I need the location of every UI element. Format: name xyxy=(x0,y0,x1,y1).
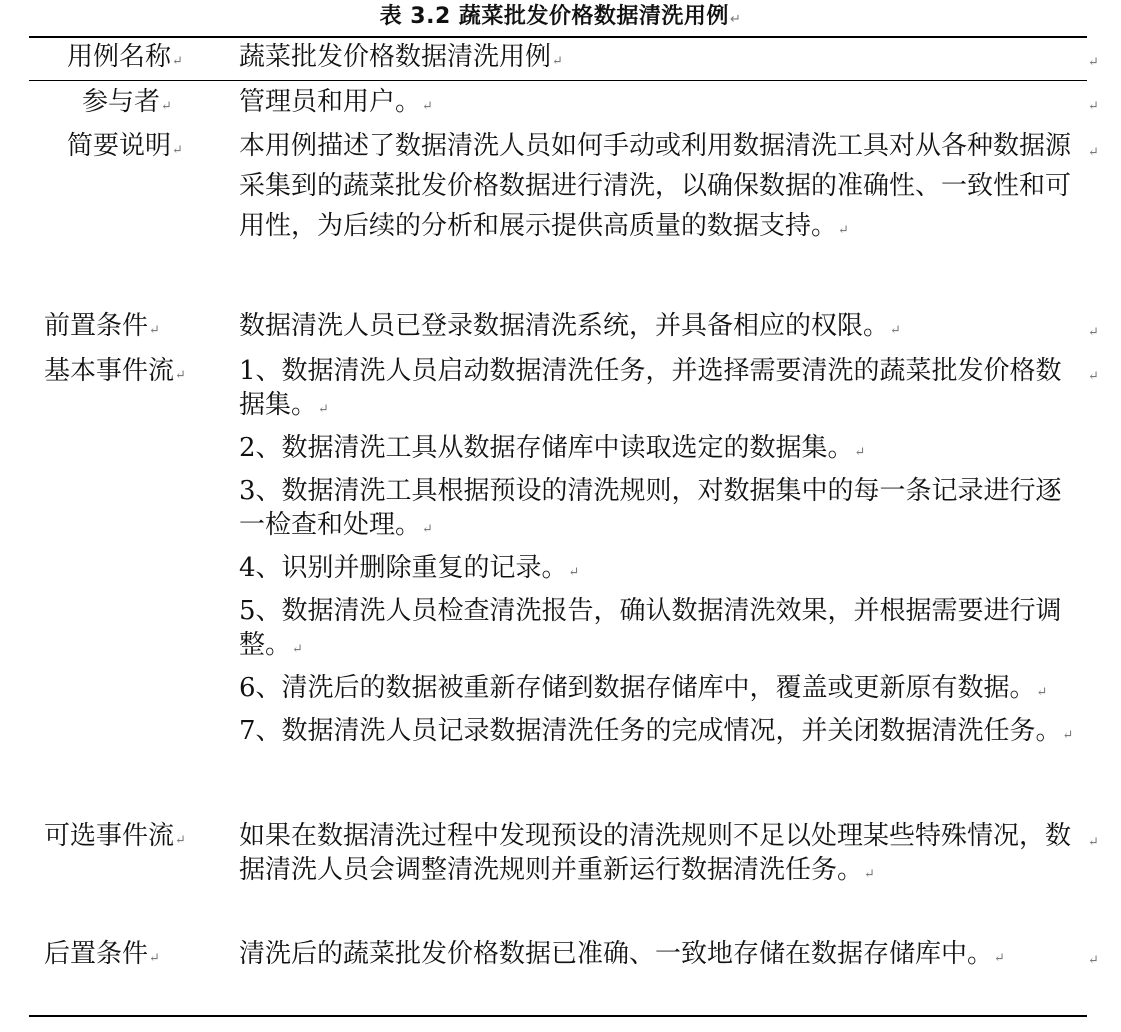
paragraph-mark-icon: ↵ xyxy=(552,54,563,69)
paragraph: 如果在数据清洗过程中发现预设的清洗规则不足以处理某些特殊情况，数据清洗人员会调整清洗规则并重新运行数据清洗任务。↵ xyxy=(239,821,1072,885)
flow-step: 7、数据清洗人员记录数据清洗任务的完成情况，并关闭数据清洗任务。↵ xyxy=(239,716,1074,746)
paragraph-mark-icon: ↵ xyxy=(149,323,160,338)
paragraph-mark-icon: ↵ xyxy=(172,143,183,158)
row-text-brief-description xyxy=(239,126,1079,251)
paragraph-mark-icon: ↵ xyxy=(292,642,303,657)
flow-step: 2、数据清洗工具从数据存储库中读取选定的数据集。↵ xyxy=(239,433,866,463)
paragraph: 蔬菜批发价格数据清洗用例↵ xyxy=(239,42,563,72)
row-label-alternate-flow: 可选事件流↵ xyxy=(44,821,186,851)
row-text-basic-flow xyxy=(239,354,1079,753)
paragraph: 数据清洗人员已登录数据清洗系统，并具备相应的权限。↵ xyxy=(239,311,901,341)
paragraph-mark-icon: ↵ xyxy=(175,833,186,848)
paragraph: 管理员和用户。↵ xyxy=(239,87,433,117)
table-caption-text: 表 3.2 蔬菜批发价格数据清洗用例 xyxy=(379,4,729,29)
row-label-postconditions: 后置条件↵ xyxy=(44,939,160,969)
table-top-rule xyxy=(29,36,1087,38)
paragraph: 本用例描述了数据清洗人员如何手动或利用数据清洗工具对从各种数据源采集到的蔬菜批发价格数据进行清洗，以确保数据的准确性、一致性和可用性，为后续的分析和展示提供高质量的数据支持。↵ xyxy=(239,131,1072,241)
flow-step: 3、数据清洗工具根据预设的清洗规则，对数据集中的每一条记录进行逐一检查和处理。↵ xyxy=(239,476,1062,540)
paragraph-mark-icon: ↵ xyxy=(422,522,433,537)
cell-end-mark-icon: ↵ xyxy=(1088,369,1099,384)
row-text-preconditions xyxy=(239,309,1079,348)
row-label-actors: 参与者↵ xyxy=(82,87,172,117)
cell-end-mark-icon: ↵ xyxy=(1088,55,1099,70)
paragraph-mark-icon: ↵ xyxy=(1062,728,1074,743)
paragraph-mark-icon: ↵ xyxy=(890,323,901,338)
row-label-brief-description: 简要说明↵ xyxy=(67,131,183,161)
paragraph-mark-icon: ↵ xyxy=(838,223,849,238)
paragraph-mark-icon: ↵ xyxy=(1036,685,1048,700)
paragraph-mark-icon: ↵ xyxy=(994,951,1005,966)
table-header-rule xyxy=(29,80,1087,81)
paragraph-mark-icon: ↵ xyxy=(161,99,172,114)
cell-end-mark-icon: ↵ xyxy=(1088,953,1099,968)
paragraph-mark-icon: ↵ xyxy=(175,368,186,383)
row-label-basic-flow: 基本事件流↵ xyxy=(44,356,186,386)
paragraph-mark-icon: ↵ xyxy=(568,565,580,580)
row-text-actors xyxy=(239,85,1079,124)
paragraph: 清洗后的蔬菜批发价格数据已准确、一致地存储在数据存储库中。↵ xyxy=(239,939,1005,969)
flow-step: 4、识别并删除重复的记录。↵ xyxy=(239,553,580,583)
row-label-use-case-name: 用例名称↵ xyxy=(67,42,183,72)
paragraph-mark-icon: ↵ xyxy=(318,402,329,417)
paragraph-mark-icon: ↵ xyxy=(422,99,433,114)
flow-step: 5、数据清洗人员检查清洗报告，确认数据清洗效果，并根据需要进行调整。↵ xyxy=(239,596,1062,660)
row-text-use-case-name xyxy=(239,40,1079,79)
paragraph-mark-icon: ↵ xyxy=(729,12,742,27)
row-text-postconditions xyxy=(239,937,1079,976)
paragraph-mark-icon: ↵ xyxy=(854,445,866,460)
flow-step: 1、数据清洗人员启动数据清洗任务，并选择需要清洗的蔬菜批发价格数据集。↵ xyxy=(239,356,1062,420)
cell-end-mark-icon: ↵ xyxy=(1088,835,1099,850)
flow-step: 6、清洗后的数据被重新存储到数据存储库中，覆盖或更新原有数据。↵ xyxy=(239,673,1048,703)
cell-end-mark-icon: ↵ xyxy=(1088,99,1099,114)
row-label-preconditions: 前置条件↵ xyxy=(44,311,160,341)
paragraph-mark-icon: ↵ xyxy=(172,54,183,69)
cell-end-mark-icon: ↵ xyxy=(1088,145,1099,160)
table-bottom-rule xyxy=(29,1015,1087,1017)
table-caption xyxy=(0,2,1121,35)
paragraph-mark-icon: ↵ xyxy=(149,951,160,966)
row-text-alternate-flow xyxy=(239,819,1079,892)
paragraph-mark-icon: ↵ xyxy=(864,867,875,882)
cell-end-mark-icon: ↵ xyxy=(1088,325,1099,340)
